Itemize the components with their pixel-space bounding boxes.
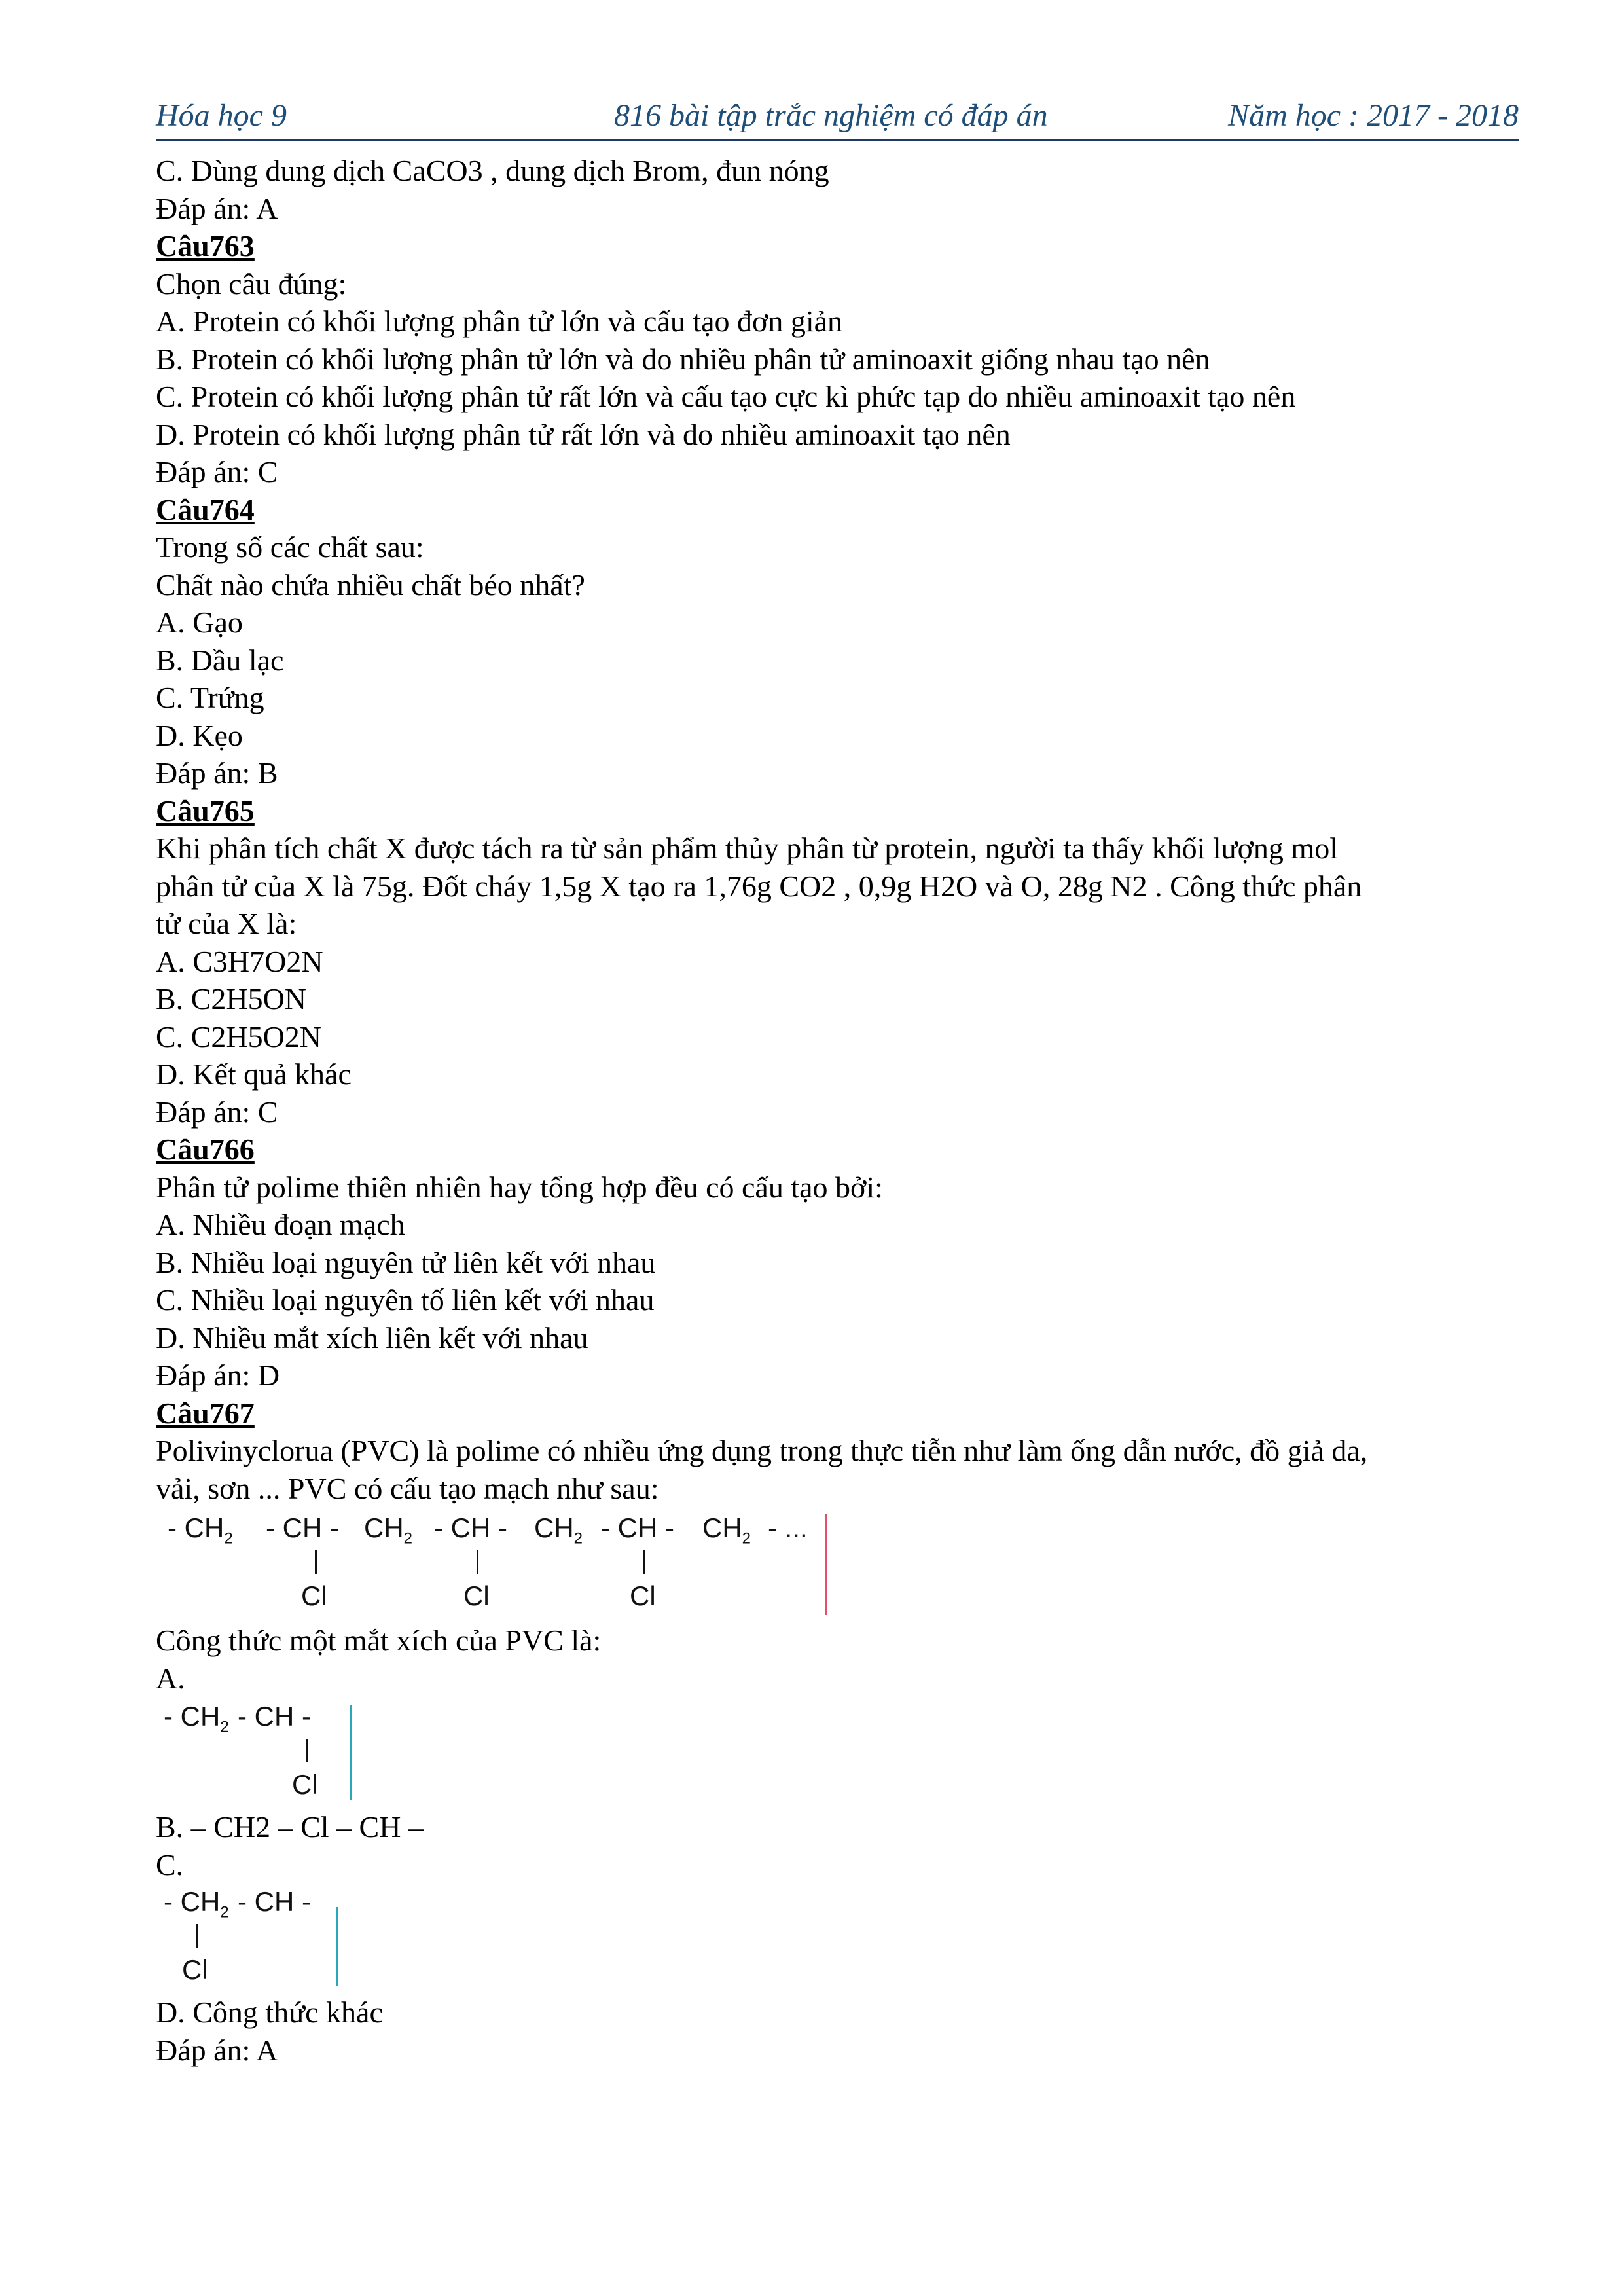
question-stem: Chất nào chứa nhiều chất béo nhất? xyxy=(156,568,585,602)
question-stem: Công thức một mắt xích của PVC là: xyxy=(156,1624,602,1657)
cursor-line xyxy=(825,1514,827,1615)
option-b: B. – CH2 – Cl – CH – xyxy=(156,1810,424,1844)
option-d: D. Công thức khác xyxy=(156,1995,383,2029)
answer: Đáp án: C xyxy=(156,455,278,488)
question-stem: Khi phân tích chất X được tách ra từ sản phẩm thủy phân từ protein, người ta thấy khối lượng mol xyxy=(156,831,1338,865)
chlorine-atom: Cl xyxy=(463,1580,490,1611)
option-a-formula xyxy=(156,1697,1519,1808)
formula-group: - $CH_2$ xyxy=(164,1886,229,1922)
question-stem: Phân tử polime thiên nhiên hay tổng hợp đều có cấu tạo bởi: xyxy=(156,1170,883,1204)
question-title: Câu763 xyxy=(156,229,255,263)
chain-group: - CH - xyxy=(434,1512,507,1543)
option-a: A. C3H7O2N xyxy=(156,944,323,978)
chlorine-atom: Cl xyxy=(630,1580,656,1611)
chlorine-atom: Cl xyxy=(292,1769,318,1800)
option-d: D. Kẹo xyxy=(156,718,243,752)
answer: Đáp án: A xyxy=(156,2033,278,2067)
bond-line xyxy=(643,1550,645,1574)
option-a-label: A. xyxy=(156,1661,185,1695)
chain-group: $CH_2$ xyxy=(534,1512,583,1548)
option-c: C. Dùng dung dịch CaCO3 , dung dịch Brom, đun nóng xyxy=(156,154,829,187)
cursor-line xyxy=(350,1705,352,1800)
option-a: A. Gạo xyxy=(156,606,243,639)
question-stem: phân tử của X là 75g. Đốt cháy 1,5g X tạo ra 1,76g CO2 , 0,9g H2O và O, 28g N2 . Công thức phân xyxy=(156,869,1362,903)
option-c: C. Nhiều loại nguyên tố liên kết với nhau xyxy=(156,1283,655,1317)
header-title: 816 bài tập trắc nghiệm có đáp án xyxy=(614,98,1048,133)
option-c: C. C2H5O2N xyxy=(156,1019,322,1053)
chain-group: $CH_2$ xyxy=(702,1512,751,1548)
option-c: C. Trứng xyxy=(156,681,264,714)
question-title: Câu767 xyxy=(156,1396,255,1430)
chain-group: $CH_2$ xyxy=(364,1512,413,1548)
formula-group: - $CH_2$ xyxy=(164,1701,229,1736)
formula-group: - CH - xyxy=(238,1701,311,1732)
option-c-label: C. xyxy=(156,1848,184,1882)
question-stem: tử của X là: xyxy=(156,907,297,940)
question-stem: Chọn câu đúng: xyxy=(156,266,347,301)
option-a: A. Nhiều đoạn mạch xyxy=(156,1208,405,1241)
cursor-line xyxy=(336,1907,338,1986)
chlorine-atom: Cl xyxy=(182,1954,208,1985)
header-subject: Hóa học 9 xyxy=(156,98,287,133)
chlorine-atom: Cl xyxy=(301,1580,327,1611)
option-d: D. Protein có khối lượng phân tử rất lớn và do nhiều aminoaxit tạo nên xyxy=(156,417,1011,451)
option-b: B. Protein có khối lượng phân tử lớn và do nhiều phân tử aminoaxit giống nhau tạo nên xyxy=(156,342,1210,376)
question-stem: Trong số các chất sau: xyxy=(156,530,424,564)
option-a: A. Protein có khối lượng phân tử lớn và cấu tạo đơn giản xyxy=(156,304,843,338)
pvc-chain-formula xyxy=(156,1507,1519,1622)
question-title: Câu765 xyxy=(156,793,255,828)
option-b: B. C2H5ON xyxy=(156,982,307,1015)
bond-line xyxy=(306,1739,308,1762)
question-stem: Polivinyclorua (PVC) là polime có nhiều ứng dụng trong thực tiễn như làm ống dẫn nước, đồ giả da, xyxy=(156,1434,1368,1467)
answer: Đáp án: A xyxy=(156,191,278,225)
option-d: D. Kết quả khác xyxy=(156,1057,352,1091)
option-d: D. Nhiều mắt xích liên kết với nhau xyxy=(156,1321,588,1355)
answer: Đáp án: B xyxy=(156,756,278,790)
answer: Đáp án: C xyxy=(156,1095,278,1129)
option-c-formula xyxy=(156,1884,1519,1994)
formula-group: - CH - xyxy=(238,1886,311,1917)
question-stem: vải, sơn ... PVC có cấu tạo mạch như sau: xyxy=(156,1471,659,1505)
bond-line xyxy=(315,1550,317,1574)
question-title: Câu766 xyxy=(156,1133,255,1166)
chain-group: - ... xyxy=(768,1512,808,1543)
chain-group: - $CH_2$ xyxy=(168,1512,233,1548)
bond-line xyxy=(196,1924,198,1948)
option-b: B. Dầu lạc xyxy=(156,643,284,677)
chain-group: - CH - xyxy=(601,1512,674,1543)
option-b: B. Nhiều loại nguyên tử liên kết với nhau xyxy=(156,1245,656,1279)
chain-group: - CH - xyxy=(266,1512,339,1543)
page-header xyxy=(156,95,1519,141)
option-c: C. Protein có khối lượng phân tử rất lớn và cấu tạo cực kì phức tạp do nhiều aminoaxit tạo nên xyxy=(156,380,1296,413)
answer: Đáp án: D xyxy=(156,1358,280,1392)
header-school-year: Năm học : 2017 - 2018 xyxy=(1228,98,1519,133)
document-body xyxy=(156,152,1519,2069)
bond-line xyxy=(477,1550,478,1574)
question-title: Câu764 xyxy=(156,492,255,526)
